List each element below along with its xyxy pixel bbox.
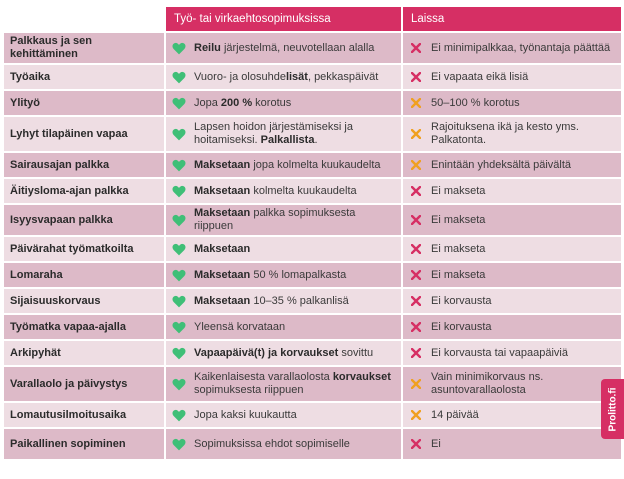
row-label: Päivärahat työmatkoilta — [4, 237, 164, 261]
cross-icon — [409, 322, 423, 332]
table-row — [4, 153, 621, 177]
plain-text: 10–35 % palkanlisä — [250, 294, 349, 307]
work-agreement-cell — [166, 429, 401, 459]
cross-icon — [409, 186, 423, 196]
law-cell — [403, 403, 621, 427]
partial-icon — [409, 379, 423, 389]
row-label: Lyhyt tilapäinen vapaa — [4, 117, 164, 151]
work-agreement-cell — [166, 289, 401, 313]
law-text: Ei korvausta — [431, 294, 492, 307]
emphasis-text: Maksetaan — [194, 242, 251, 255]
law-text: Vain minimikorvaus ns. asuntovarallaolosta — [431, 371, 544, 396]
work-agreement-text — [194, 243, 250, 256]
work-agreement-text — [194, 42, 374, 55]
emphasis-text: Reilu — [194, 41, 221, 54]
table-row — [4, 33, 621, 63]
work-agreement-text — [194, 295, 349, 308]
row-label: Lomautusilmoitusaika — [4, 403, 164, 427]
row-label: Työaika — [4, 65, 164, 89]
row-label: Sairausajan palkka — [4, 153, 164, 177]
law-cell — [403, 65, 621, 89]
row-label: Isyysvapaan palkka — [4, 205, 164, 235]
plain-text: Sopimuksissa ehdot sopimiselle — [194, 437, 350, 450]
partial-icon — [409, 410, 423, 420]
table-row — [4, 65, 621, 89]
heart-icon — [172, 97, 186, 110]
plain-text: palkka sopimuksesta riippuen — [194, 207, 356, 232]
law-text: Enintään yhdeksältä päivältä — [431, 158, 572, 171]
comparison-table — [2, 5, 623, 461]
table-row — [4, 429, 621, 459]
prolitto-badge[interactable] — [601, 379, 624, 439]
law-text: Ei makseta — [431, 242, 486, 255]
plain-text: , pekkaspäivät — [307, 70, 379, 83]
heart-icon — [172, 347, 186, 360]
law-text: Ei makseta — [431, 213, 486, 226]
partial-icon — [409, 98, 423, 108]
work-agreement-cell — [166, 237, 401, 261]
emphasis-text: Vapaapäivä(t) ja korvaukset — [194, 346, 339, 359]
law-cell — [403, 33, 621, 63]
law-text: Ei minimipalkkaa, työnantaja päättää — [431, 41, 611, 54]
emphasis-text: Palkallista — [260, 134, 315, 146]
heart-icon — [172, 214, 186, 227]
table-row — [4, 263, 621, 287]
plain-text: jopa kolmelta kuukaudelta — [250, 158, 381, 171]
heart-icon — [172, 438, 186, 451]
row-label: Paikallinen sopiminen — [4, 429, 164, 459]
law-cell — [403, 263, 621, 287]
law-text: 14 päivää — [431, 408, 479, 421]
table-row — [4, 91, 621, 115]
law-text: Ei makseta — [431, 268, 486, 281]
law-text: Ei makseta — [431, 184, 486, 197]
work-agreement-text — [194, 159, 381, 172]
table-row — [4, 315, 621, 339]
work-agreement-text — [194, 371, 395, 397]
heart-icon — [172, 128, 186, 141]
table-body — [4, 33, 621, 459]
cross-icon — [409, 296, 423, 306]
plain-text: kolmelta kuukaudelta — [250, 184, 357, 197]
work-agreement-text — [194, 269, 346, 282]
law-cell — [403, 289, 621, 313]
law-cell — [403, 341, 621, 365]
law-text: Ei — [431, 437, 441, 450]
partial-icon — [409, 129, 423, 139]
work-agreement-text — [194, 121, 395, 147]
work-agreement-text — [194, 347, 373, 360]
plain-text: sovittu — [338, 346, 374, 359]
work-agreement-cell — [166, 367, 401, 401]
table-row — [4, 237, 621, 261]
work-agreement-text — [194, 207, 395, 233]
work-agreement-cell — [166, 205, 401, 235]
work-agreement-cell — [166, 315, 401, 339]
row-label: Työmatka vapaa-ajalla — [4, 315, 164, 339]
plain-text: Kaikenlaisesta varallaolosta — [194, 371, 333, 383]
plain-text: 50 % lomapalkasta — [250, 268, 347, 281]
cross-icon — [409, 270, 423, 280]
law-cell — [403, 91, 621, 115]
plain-text: . — [314, 134, 318, 146]
work-agreement-text — [194, 409, 297, 422]
law-text: Rajoituksena ikä ja kesto yms. Palkatonta. — [431, 121, 579, 146]
table-row — [4, 341, 621, 365]
law-text: Ei korvausta tai vapaapäiviä — [431, 346, 568, 359]
work-agreement-text — [194, 185, 357, 198]
plain-text: Jopa kaksi kuukautta — [194, 408, 297, 421]
row-label: Palkkaus ja sen kehittäminen — [4, 33, 164, 63]
law-cell — [403, 153, 621, 177]
header-law: Laissa — [403, 7, 621, 31]
heart-icon — [172, 243, 186, 256]
plain-text: järjestelmä, neuvotellaan alalla — [220, 41, 375, 54]
row-label: Ylityö — [4, 91, 164, 115]
row-label: Varallaolo ja päivystys — [4, 367, 164, 401]
work-agreement-cell — [166, 91, 401, 115]
work-agreement-cell — [166, 65, 401, 89]
law-cell — [403, 429, 621, 459]
row-label: Äitiysloma-ajan palkka — [4, 179, 164, 203]
row-label: Lomaraha — [4, 263, 164, 287]
row-label: Sijaisuuskorvaus — [4, 289, 164, 313]
plain-text: Jopa — [194, 96, 221, 109]
heart-icon — [172, 321, 186, 334]
emphasis-text: Maksetaan — [194, 158, 251, 171]
work-agreement-cell — [166, 33, 401, 63]
prolitto-badge-label: Prolitto.fi — [607, 387, 619, 431]
emphasis-text: lisät — [285, 70, 308, 83]
work-agreement-cell — [166, 117, 401, 151]
plain-text: sopimuksesta riippuen — [194, 384, 304, 396]
heart-icon — [172, 269, 186, 282]
cross-icon — [409, 43, 423, 53]
work-agreement-cell — [166, 263, 401, 287]
law-text: Ei vapaata eikä lisiä — [431, 70, 529, 83]
work-agreement-cell — [166, 341, 401, 365]
cross-icon — [409, 348, 423, 358]
law-cell — [403, 367, 621, 401]
plain-text: korotus — [252, 96, 292, 109]
cross-icon — [409, 215, 423, 225]
table-row — [4, 289, 621, 313]
cross-icon — [409, 72, 423, 82]
heart-icon — [172, 42, 186, 55]
header-work-agreement: Työ- tai virkaehtosopimuksissa — [166, 7, 401, 31]
row-label: Arkipyhät — [4, 341, 164, 365]
law-cell — [403, 237, 621, 261]
emphasis-text: Maksetaan — [194, 207, 251, 219]
plain-text: Lapsen hoidon järjestämiseksi ja hoitamiseksi. — [194, 121, 353, 146]
heart-icon — [172, 295, 186, 308]
work-agreement-cell — [166, 179, 401, 203]
partial-icon — [409, 160, 423, 170]
plain-text: Yleensä korvataan — [194, 320, 286, 333]
law-cell — [403, 315, 621, 339]
work-agreement-cell — [166, 153, 401, 177]
table-row — [4, 205, 621, 235]
emphasis-text: Maksetaan — [194, 184, 251, 197]
law-cell — [403, 205, 621, 235]
header-blank-cell — [4, 7, 164, 31]
cross-icon — [409, 244, 423, 254]
law-cell — [403, 179, 621, 203]
cross-icon — [409, 439, 423, 449]
plain-text: Vuoro- ja olosuhde — [194, 70, 286, 83]
work-agreement-text — [194, 438, 350, 451]
emphasis-text: 200 % — [220, 96, 253, 109]
work-agreement-cell — [166, 403, 401, 427]
law-text: Ei korvausta — [431, 320, 492, 333]
heart-icon — [172, 159, 186, 172]
heart-icon — [172, 378, 186, 391]
table-row — [4, 367, 621, 401]
emphasis-text: Maksetaan — [194, 294, 251, 307]
heart-icon — [172, 409, 186, 422]
emphasis-text: korvaukset — [332, 371, 391, 383]
emphasis-text: Maksetaan — [194, 268, 251, 281]
table-header-row — [4, 7, 621, 31]
work-agreement-text — [194, 71, 378, 84]
law-text: 50–100 % korotus — [431, 96, 520, 109]
heart-icon — [172, 185, 186, 198]
work-agreement-text — [194, 321, 285, 334]
table-row — [4, 179, 621, 203]
law-cell — [403, 117, 621, 151]
table-row — [4, 117, 621, 151]
work-agreement-text — [194, 97, 291, 110]
table-row — [4, 403, 621, 427]
heart-icon — [172, 71, 186, 84]
